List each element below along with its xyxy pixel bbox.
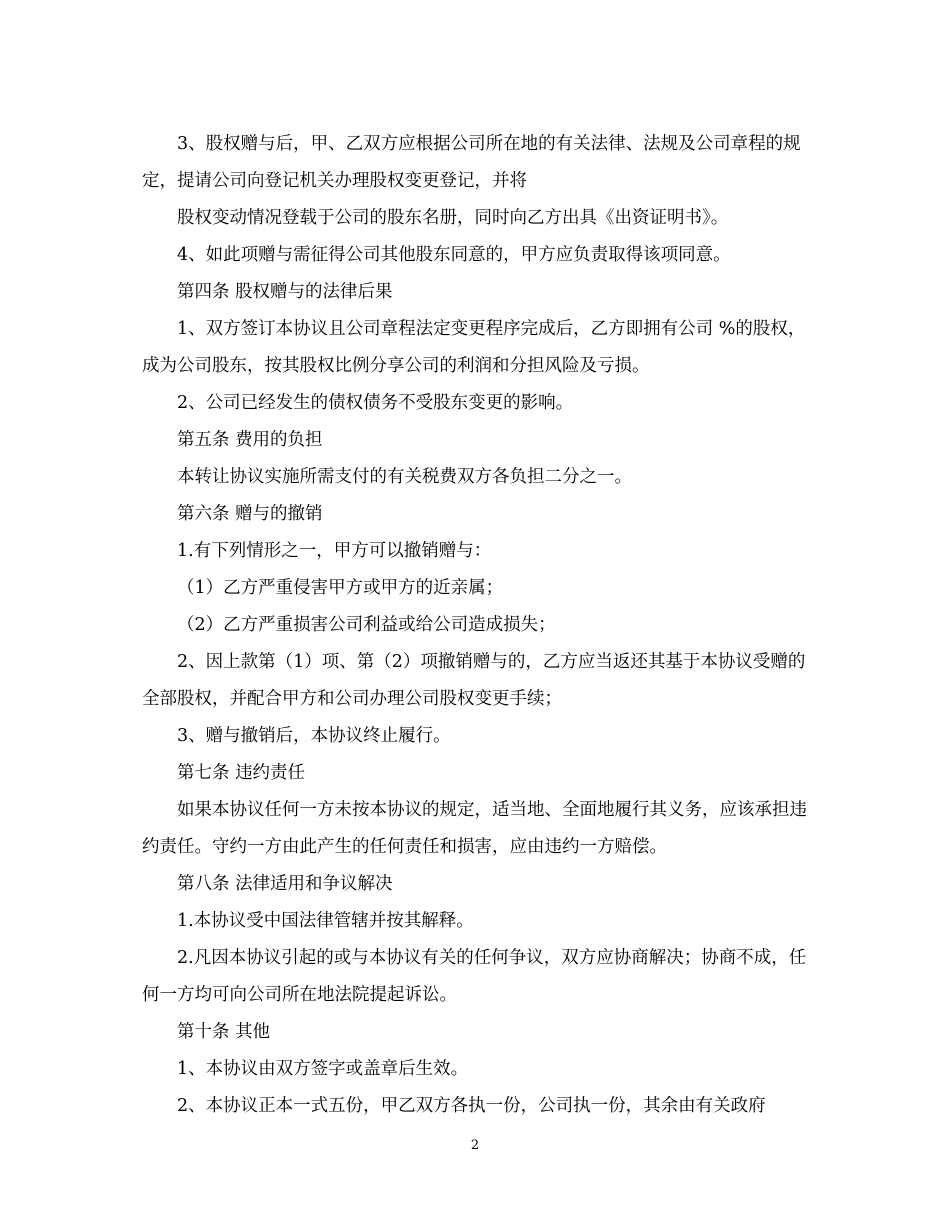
list-item: （2）乙方严重损害公司利益或给公司造成损失； xyxy=(177,615,556,635)
paragraph: 1.本协议受中国法律管辖并按其解释。 xyxy=(177,911,474,931)
paragraph: 1、双方签订本协议且公司章程法定变更程序完成后，乙方即拥有公司 %的股权，成为公司股东，按其股权比例分享公司的利润和分担风险及亏损。 xyxy=(142,319,806,376)
paragraph: 4、如此项赠与需征得公司其他股东同意的，甲方应负责取得该项同意。 xyxy=(177,245,731,265)
page-number: 2 xyxy=(470,1138,480,1153)
paragraph: 3、股权赠与后，甲、乙双方应根据公司所在地的有关法律、法规及公司章程的规定，提请公司向登记机关办理股权变更登记，并将 xyxy=(142,134,801,191)
section-heading: 第四条 股权赠与的法律后果 xyxy=(177,282,393,302)
list-item: （1）乙方严重侵害甲方或甲方的近亲属； xyxy=(177,578,504,598)
section-heading: 第八条 法律适用和争议解决 xyxy=(177,874,393,894)
document-body xyxy=(142,126,808,1125)
paragraph: 1、本协议由双方签字或盖章后生效。 xyxy=(177,1059,469,1079)
paragraph: 1.有下列情形之一，甲方可以撤销赠与： xyxy=(177,541,492,561)
paragraph: 如果本协议任何一方未按本协议的规定，适当地、全面地履行其义务，应该承担违约责任。守约一方由此产生的任何责任和损害，应由违约一方赔偿。 xyxy=(142,800,807,857)
paragraph: 2、公司已经发生的债权债务不受股东变更的影响。 xyxy=(177,393,574,413)
paragraph: 2.凡因本协议引起的或与本协议有关的任何争议，双方应协商解决；协商不成，任何一方均可向公司所在地法院提起诉讼。 xyxy=(142,948,807,1005)
section-heading: 第五条 费用的负担 xyxy=(177,430,323,450)
paragraph: 本转让协议实施所需支付的有关税费双方各负担二分之一。 xyxy=(177,467,632,487)
section-heading: 第六条 赠与的撤销 xyxy=(177,504,323,524)
section-heading: 第十条 其他 xyxy=(177,1022,271,1042)
paragraph: 2、本协议正本一式五份，甲乙双方各执一份，公司执一份，其余由有关政府 xyxy=(177,1096,766,1116)
paragraph: 3、赠与撤销后，本协议终止履行。 xyxy=(177,726,451,746)
section-heading: 第七条 违约责任 xyxy=(177,763,306,783)
paragraph: 股权变动情况登载于公司的股东名册，同时向乙方出具《出资证明书》。 xyxy=(177,208,729,228)
paragraph: 2、因上款第（1）项、第（2）项撤销赠与的，乙方应当返还其基于本协议受赠的全部股权，并配合甲方和公司办理公司股权变更手续； xyxy=(142,652,806,709)
